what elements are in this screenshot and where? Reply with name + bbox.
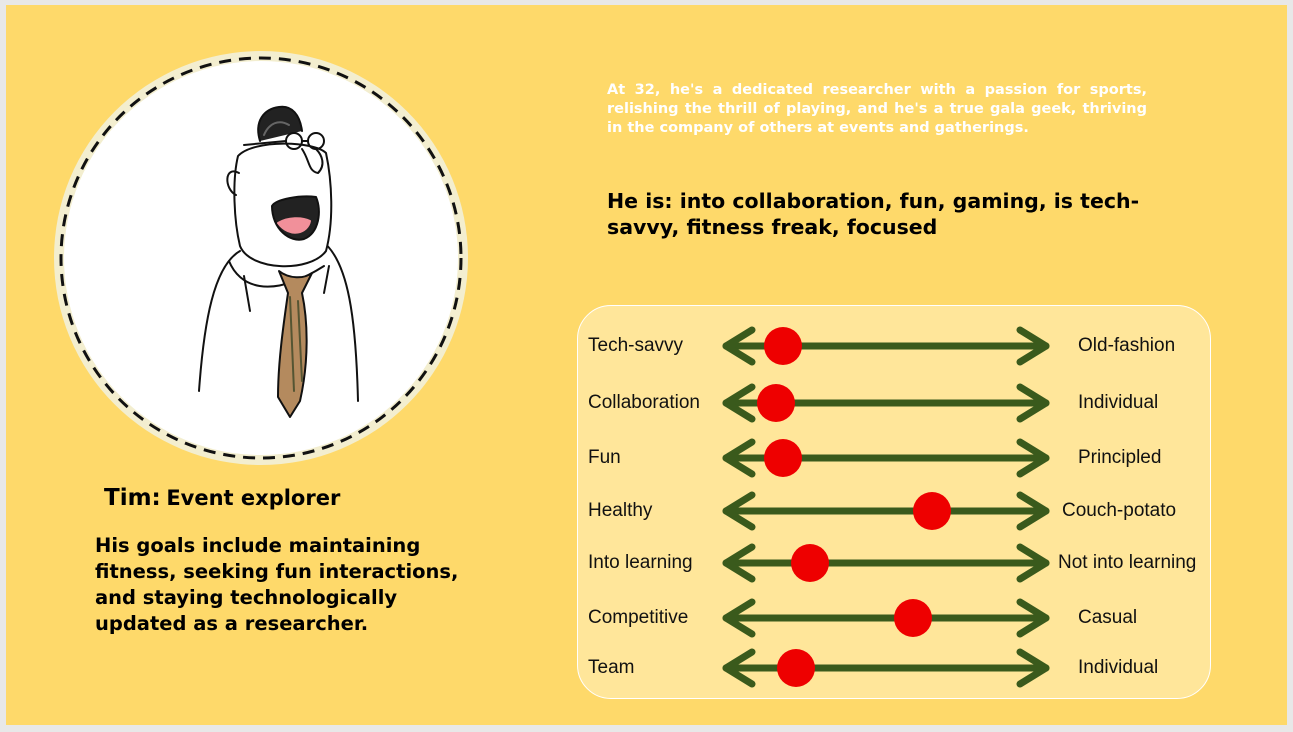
scale-left-label: Tech-savvy [588,335,684,356]
trait-scale-row [578,648,1212,688]
trait-scale-row [578,326,1212,366]
scale-right-label: Individual [1078,392,1159,413]
scale-right-label: Casual [1078,607,1138,628]
double-arrow-icon [720,543,1052,583]
scale-right-label: Couch-potato [1062,500,1177,521]
scale-right-label: Not into learning [1058,552,1197,573]
scale-right-label: Individual [1078,657,1159,678]
dashed-border [54,51,468,465]
scale-left-label: Competitive [588,607,689,628]
scale-right-label: Old-fashion [1078,335,1176,356]
scale-left-label: Collaboration [588,392,700,413]
scale-left-label: Healthy [588,500,653,521]
trait-scale-row [578,438,1212,478]
portrait-frame [54,51,468,465]
double-arrow-icon [720,491,1052,531]
scale-position-marker [764,439,802,477]
trait-scale-row [578,598,1212,638]
trait-scale-row [578,491,1212,531]
scale-left-label: Team [588,657,635,678]
trait-scale-row [578,383,1212,423]
scale-position-marker [791,544,829,582]
persona-name: Tim: [104,485,161,511]
scale-right-label: Principled [1078,447,1162,468]
persona-traits: He is: into collaboration, fun, gaming, is tech-savvy, fitness freak, focused [607,189,1140,239]
scale-position-marker [764,327,802,365]
scale-left-label: Into learning [588,552,693,573]
double-arrow-icon [720,598,1052,638]
persona-bio: At 32, he's a dedicated researcher with a passion for sports, relishing the thrill of playing, and he's a true gala geek, thriving in the company of others at events and gatherings. [607,82,1147,136]
trait-scales-panel [577,305,1211,699]
scale-position-marker [894,599,932,637]
persona-name-line [104,485,340,511]
persona-goals: His goals include maintaining fitness, seeking fun interactions, and staying technologically updated as a researcher. [95,534,459,635]
scale-left-label: Fun [588,447,621,468]
persona-role: Event explorer [166,486,341,510]
trait-scale-row [578,543,1212,583]
persona-slide [6,5,1287,725]
double-arrow-icon [720,648,1052,688]
